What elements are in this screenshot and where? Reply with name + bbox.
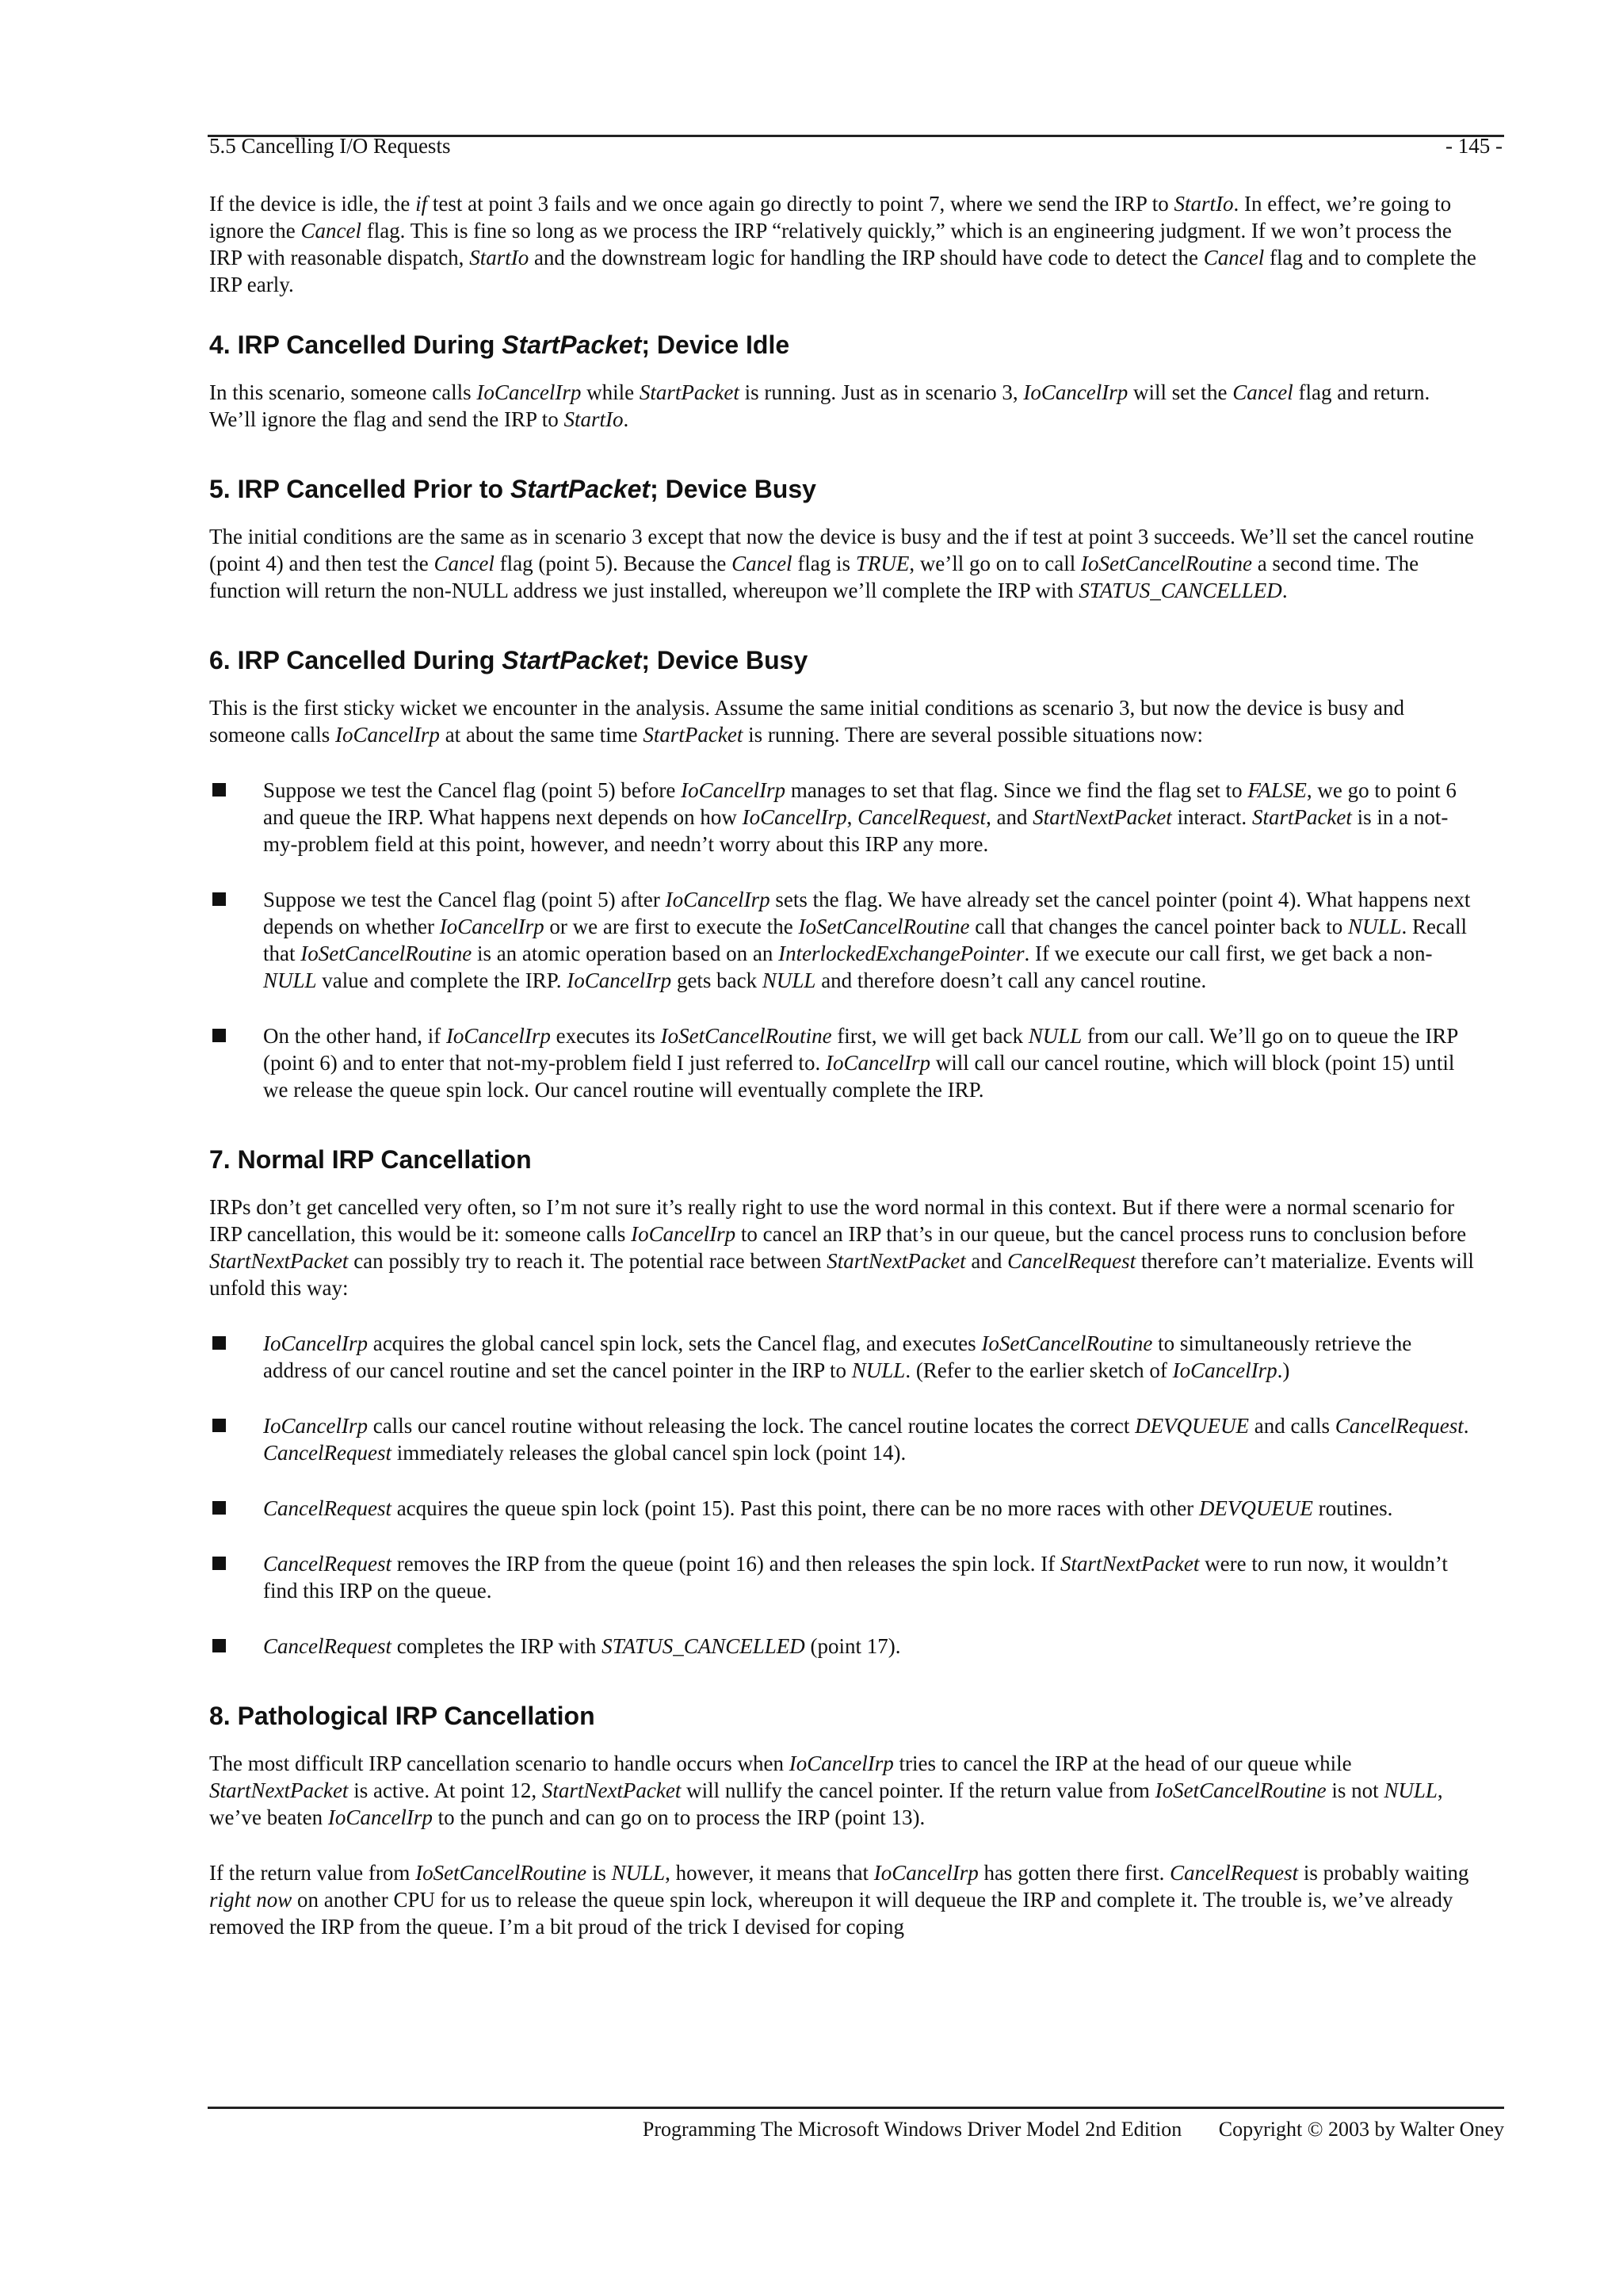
list-item xyxy=(209,1495,1477,1522)
square-bullet-icon xyxy=(212,1639,226,1652)
list-item-text: IoCancelIrp calls our cancel routine without releasing the lock. The cancel routine locates the correct DEVQUEUE and calls CancelRequest. CancelRequest immediately releases the global cancel spin lock (point 14). xyxy=(263,1414,1469,1465)
copyright-notice: Copyright © 2003 by Walter Oney xyxy=(1218,2118,1504,2141)
book-title: Programming The Microsoft Windows Driver Model 2nd Edition xyxy=(642,2118,1182,2141)
list-item-text: CancelRequest removes the IRP from the queue (point 16) and then releases the spin lock. If StartNextPacket were to run now, it wouldn’t find this IRP on the queue. xyxy=(263,1552,1448,1603)
section-heading: 4. IRP Cancelled During StartPacket; Device Idle xyxy=(209,330,790,359)
list-item-text: CancelRequest completes the IRP with STATUS_CANCELLED (point 17). xyxy=(263,1634,901,1658)
page-number: - 145 - xyxy=(1445,134,1503,158)
list-item xyxy=(209,1550,1477,1604)
section-heading: 7. Normal IRP Cancellation xyxy=(209,1145,532,1174)
section-title: 5.5 Cancelling I/O Requests xyxy=(209,134,451,158)
list-item-text: CancelRequest acquires the queue spin lock (point 15). Past this point, there can be no more races with other DEVQUEUE routines. xyxy=(263,1496,1393,1520)
list-item-text: Suppose we test the Cancel flag (point 5) before IoCancelIrp manages to set that flag. Since we find the flag set to FALSE, we go to point 6 and queue the IRP. What happens next depends on how IoCancelIrp, CancelRequest, and StartNextPacket interact. StartPacket is in a not-my-problem field at this point, however, and needn’t worry about this IRP any more. xyxy=(263,778,1457,856)
list-item xyxy=(209,1633,1477,1660)
paragraph: If the device is idle, the if test at point 3 fails and we once again go directly to point 7, where we send the IRP to StartIo. In effect, we’re going to ignore the Cancel flag. This is fine so long as we process the IRP “relatively quickly,” which is an engineering judgment. If we won’t process the IRP with reasonable dispatch, StartIo and the downstream logic for handling the IRP should have code to detect the Cancel flag and to complete the IRP early. xyxy=(209,192,1476,296)
section-heading: 6. IRP Cancelled During StartPacket; Device Busy xyxy=(209,646,808,674)
paragraph: The most difficult IRP cancellation scenario to handle occurs when IoCancelIrp tries to cancel the IRP at the head of our queue while StartNextPacket is active. At point 12, StartNextPacket will nullify the cancel pointer. If the return value from IoSetCancelRoutine is not NULL, we’ve beaten IoCancelIrp to the punch and can go on to process the IRP (point 13). xyxy=(209,1752,1443,1829)
bullet-list xyxy=(209,777,1477,1103)
list-item xyxy=(209,1022,1477,1103)
running-footer xyxy=(208,2107,1504,2142)
section-heading: 8. Pathological IRP Cancellation xyxy=(209,1702,595,1730)
running-header xyxy=(208,133,1504,158)
paragraph: This is the first sticky wicket we encounter in the analysis. Assume the same initial conditions as scenario 3, but now the device is busy and someone calls IoCancelIrp at about the same time StartPacket is running. There are several possible situations now: xyxy=(209,696,1404,747)
section-heading: 5. IRP Cancelled Prior to StartPacket; Device Busy xyxy=(209,475,816,503)
square-bullet-icon xyxy=(212,1501,226,1515)
bullet-list xyxy=(209,1330,1477,1660)
list-item xyxy=(209,886,1477,994)
paragraph: IRPs don’t get cancelled very often, so I’m not sure it’s really right to use the word normal in this context. But if there were a normal scenario for IRP cancellation, this would be it: someone calls IoCancelIrp to cancel an IRP that’s in our queue, but the cancel process runs to conclusion before StartNextPacket can possibly try to reach it. The potential race between StartNextPacket and CancelRequest therefore can’t materialize. Events will unfold this way: xyxy=(209,1195,1474,1300)
square-bullet-icon xyxy=(212,783,226,797)
list-item-text: IoCancelIrp acquires the global cancel spin lock, sets the Cancel flag, and executes IoSetCancelRoutine to simultaneously retrieve the address of our cancel routine and set the cancel pointer in the IRP to NULL. (Refer to the earlier sketch of IoCancelIrp.) xyxy=(263,1331,1412,1382)
list-item-text: Suppose we test the Cancel flag (point 5) after IoCancelIrp sets the flag. We have already set the cancel pointer (point 4). What happens next depends on whether IoCancelIrp or we are first to execute the IoSetCancelRoutine call that changes the cancel pointer back to NULL. Recall that IoSetCancelRoutine is an atomic operation based on an InterlockedExchangePointer. If we execute our call first, we get back a non-NULL value and complete the IRP. IoCancelIrp gets back NULL and therefore doesn’t call any cancel routine. xyxy=(263,888,1471,992)
square-bullet-icon xyxy=(212,892,226,906)
paragraph: In this scenario, someone calls IoCancelIrp while StartPacket is running. Just as in scenario 3, IoCancelIrp will set the Cancel flag and return. We’ll ignore the flag and send the IRP to StartIo. xyxy=(209,380,1430,431)
square-bullet-icon xyxy=(212,1419,226,1432)
list-item xyxy=(209,777,1477,858)
paragraph: If the return value from IoSetCancelRoutine is NULL, however, it means that IoCancelIrp has gotten there first. CancelRequest is probably waiting right now on another CPU for us to release the queue spin lock, whereupon it will dequeue the IRP and complete it. The trouble is, we’ve already removed the IRP from the queue. I’m a bit proud of the trick I devised for coping xyxy=(209,1861,1469,1939)
paragraph: The initial conditions are the same as in scenario 3 except that now the device is busy and the if test at point 3 succeeds. We’ll set the cancel routine (point 4) and then test the Cancel flag (point 5). Because the Cancel flag is TRUE, we’ll go on to call IoSetCancelRoutine a second time. The function will return the non-NULL address we just installed, whereupon we’ll complete the IRP with STATUS_CANCELLED. xyxy=(209,525,1474,602)
square-bullet-icon xyxy=(212,1557,226,1570)
square-bullet-icon xyxy=(212,1029,226,1042)
body-text xyxy=(209,190,1477,1969)
square-bullet-icon xyxy=(212,1336,226,1350)
list-item-text: On the other hand, if IoCancelIrp executes its IoSetCancelRoutine first, we will get back NULL from our call. We’ll go on to queue the IRP (point 6) and to enter that not-my-problem field I just referred to. IoCancelIrp will call our cancel routine, which will block (point 15) until we release the queue spin lock. Our cancel routine will eventually complete the IRP. xyxy=(263,1024,1458,1102)
list-item xyxy=(209,1330,1477,1384)
list-item xyxy=(209,1412,1477,1466)
